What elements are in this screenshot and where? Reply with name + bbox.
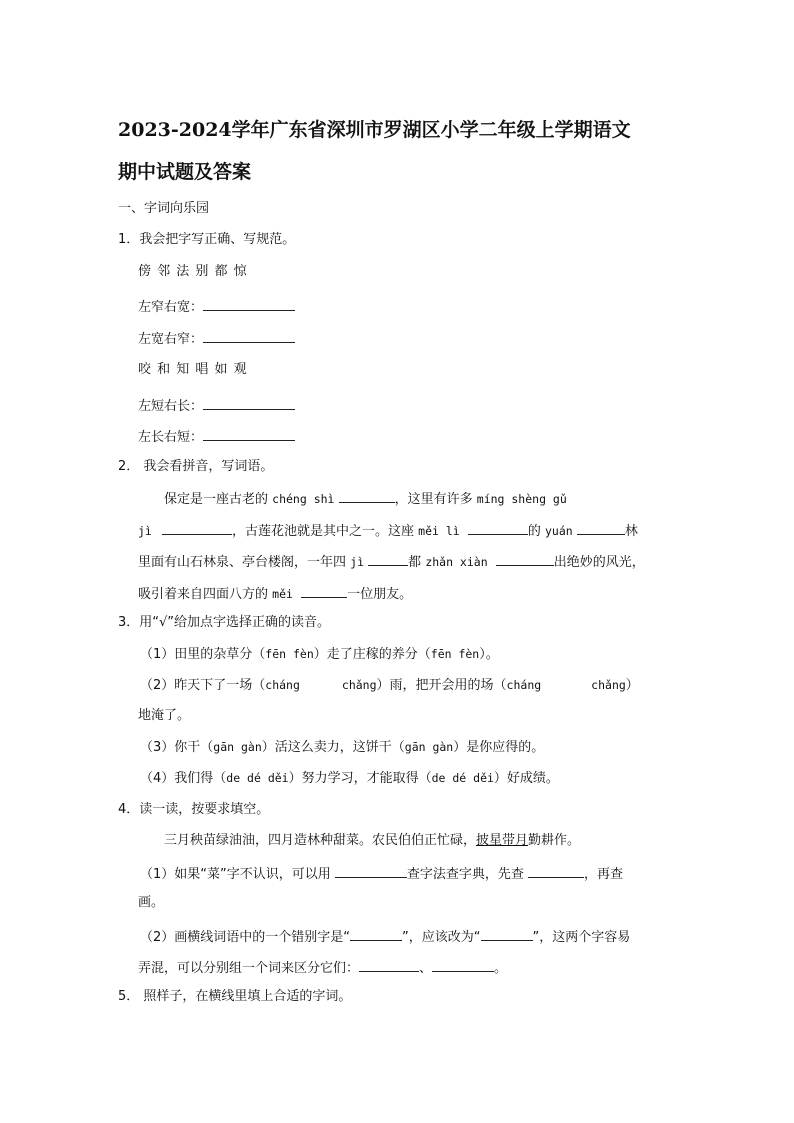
- question-4-sub-1: [140, 863, 623, 884]
- item-text: （2）画横线词语中的一个错别字是“: [140, 930, 351, 945]
- item-text: ）活这么卖力，这饼干（: [261, 740, 405, 755]
- passage-text: 吸引着来自四面八方的: [138, 587, 269, 602]
- label-left-narrow-right-wide: 左窄右宽：: [138, 300, 204, 315]
- underlined-phrase: 披星带月: [476, 833, 529, 848]
- pinyin-option[interactable]: cháng: [265, 678, 300, 692]
- pinyin: míng shèng gǔ: [476, 492, 567, 506]
- item-text: ”，这两个字容易: [532, 930, 631, 945]
- pinyin: yuán: [545, 524, 573, 538]
- question-1-row-d: [138, 426, 295, 447]
- item-text: 。: [494, 961, 508, 976]
- question-4-sub-2: [140, 926, 630, 947]
- item-text: （2）昨天下了一场（: [140, 678, 266, 693]
- item-text: ）走了庄稼的养分（: [313, 647, 431, 662]
- item-text: 查字法查字典，先查: [406, 867, 529, 882]
- answer-blank[interactable]: [432, 957, 494, 972]
- answer-blank[interactable]: [203, 395, 295, 410]
- pinyin-options[interactable]: gān gàn: [404, 740, 454, 754]
- passage-text: 林: [624, 524, 638, 539]
- passage-text: ，古莲花池就是其中之一。这座: [232, 524, 415, 539]
- answer-blank[interactable]: [468, 520, 528, 535]
- question-3-item-4: [140, 769, 559, 788]
- question-3-item-1: [140, 645, 499, 664]
- answer-blank[interactable]: [162, 520, 232, 535]
- pinyin: zhǎn xiàn: [425, 555, 488, 569]
- answer-blank[interactable]: [301, 583, 347, 598]
- passage-text: ，这里有许多: [394, 492, 473, 507]
- pinyin: jì: [350, 555, 365, 569]
- pinyin: měi: [272, 587, 293, 601]
- passage-text: 一位朋友。: [347, 587, 413, 602]
- passage-text: 三月秧苗绿油油，四月造林种甜菜。农民伯伯正忙碌，: [164, 833, 477, 848]
- item-text: （4）我们得（: [140, 771, 227, 786]
- document-title-line-2: 期中试题及答案: [118, 161, 252, 183]
- answer-blank[interactable]: [528, 863, 584, 878]
- answer-blank[interactable]: [335, 863, 407, 878]
- item-text: ”，应该改为“: [402, 930, 481, 945]
- question-4-sub-2-cont: [138, 957, 507, 978]
- pinyin-options[interactable]: fēn fèn: [430, 647, 480, 661]
- pinyin-option[interactable]: cháng: [506, 678, 542, 692]
- question-5-stem: 5． 照样子，在横线里填上合适的字词。: [118, 989, 352, 1004]
- answer-blank[interactable]: [203, 328, 295, 343]
- question-3-item-3: [140, 738, 544, 757]
- answer-blank[interactable]: [350, 926, 402, 941]
- question-3-stem: 3．用“√”给加点字选择正确的读音。: [118, 615, 331, 630]
- item-text: ）是你应得的。: [453, 740, 545, 755]
- pinyin-option[interactable]: chǎng: [341, 678, 377, 692]
- passage-text: 勤耕作。: [528, 833, 581, 848]
- question-3-item-2: [140, 676, 639, 695]
- answer-blank[interactable]: [368, 551, 408, 566]
- question-1-row-c: [138, 395, 295, 416]
- item-text: ）。: [479, 647, 499, 662]
- answer-blank[interactable]: [481, 926, 533, 941]
- pinyin-options[interactable]: de dé děi: [431, 771, 494, 785]
- item-text: ）: [625, 678, 639, 693]
- answer-blank[interactable]: [359, 957, 419, 972]
- item-text: ，再查: [584, 867, 624, 882]
- question-2-stem: 2． 我会看拼音，写词语。: [118, 459, 274, 474]
- pinyin: jì: [138, 524, 152, 538]
- question-2-line-1: [164, 488, 567, 509]
- question-1-row-b: [138, 328, 295, 349]
- answer-blank[interactable]: [339, 488, 395, 503]
- answer-blank[interactable]: [203, 296, 295, 311]
- question-1-stem: 1．我会把字写正确、写规范。: [118, 232, 296, 247]
- question-2-line-4: [138, 583, 412, 604]
- section-heading: 一、字词向乐园: [118, 201, 210, 216]
- pinyin: měi lì: [418, 524, 460, 538]
- pinyin-option[interactable]: chǎng: [591, 678, 626, 692]
- question-2-line-3: [138, 551, 645, 572]
- passage-text: 里面有山石林泉、亭台楼阁，一年四: [138, 555, 347, 570]
- question-2-line-2: [138, 520, 638, 541]
- item-text: ）雨，把开会用的场（: [376, 678, 507, 693]
- question-4-passage: [164, 832, 580, 850]
- document-title-line-1: 2023-2024学年广东省深圳市罗湖区小学二年级上学期语文: [118, 119, 631, 141]
- question-3-item-2-cont: 地淹了。: [138, 708, 191, 723]
- item-text: （3）你干（: [140, 740, 214, 755]
- item-text: ）好成绩。: [493, 771, 559, 786]
- label-left-short-right-long: 左短右长：: [138, 399, 204, 414]
- pinyin-options[interactable]: fēn fèn: [265, 647, 314, 661]
- question-1-row-a: [138, 296, 295, 317]
- answer-blank[interactable]: [496, 551, 554, 566]
- pinyin-options[interactable]: gān gàn: [213, 740, 262, 754]
- question-1-chars-2: 咬 和 知 唱 如 观: [138, 362, 248, 377]
- item-text: （1）如果“菜”字不认识，可以用: [140, 867, 335, 882]
- passage-text: 保定是一座古老的: [164, 492, 269, 507]
- pinyin: chéng shì: [272, 492, 335, 506]
- item-text: ）努力学习，才能取得（: [288, 771, 432, 786]
- passage-text: 都: [408, 555, 422, 570]
- label-left-long-right-short: 左长右短：: [138, 430, 204, 445]
- question-4-sub-1-cont: 画。: [138, 895, 165, 910]
- item-text: （1）田里的杂草分（: [140, 647, 266, 662]
- answer-blank[interactable]: [577, 520, 625, 535]
- pinyin-options[interactable]: de dé děi: [226, 771, 289, 785]
- item-text: 弄混，可以分别组一个词来区分它们：: [138, 961, 360, 976]
- question-4-stem: 4．读一读，按要求填空。: [118, 802, 270, 817]
- passage-text: 出绝妙的风光，: [553, 555, 645, 570]
- answer-blank[interactable]: [203, 426, 295, 441]
- label-left-wide-right-narrow: 左宽右窄：: [138, 332, 204, 347]
- question-1-chars-1: 傍 邻 法 别 都 惊: [138, 264, 248, 279]
- item-text: 、: [419, 961, 433, 976]
- passage-text: 的: [527, 524, 541, 539]
